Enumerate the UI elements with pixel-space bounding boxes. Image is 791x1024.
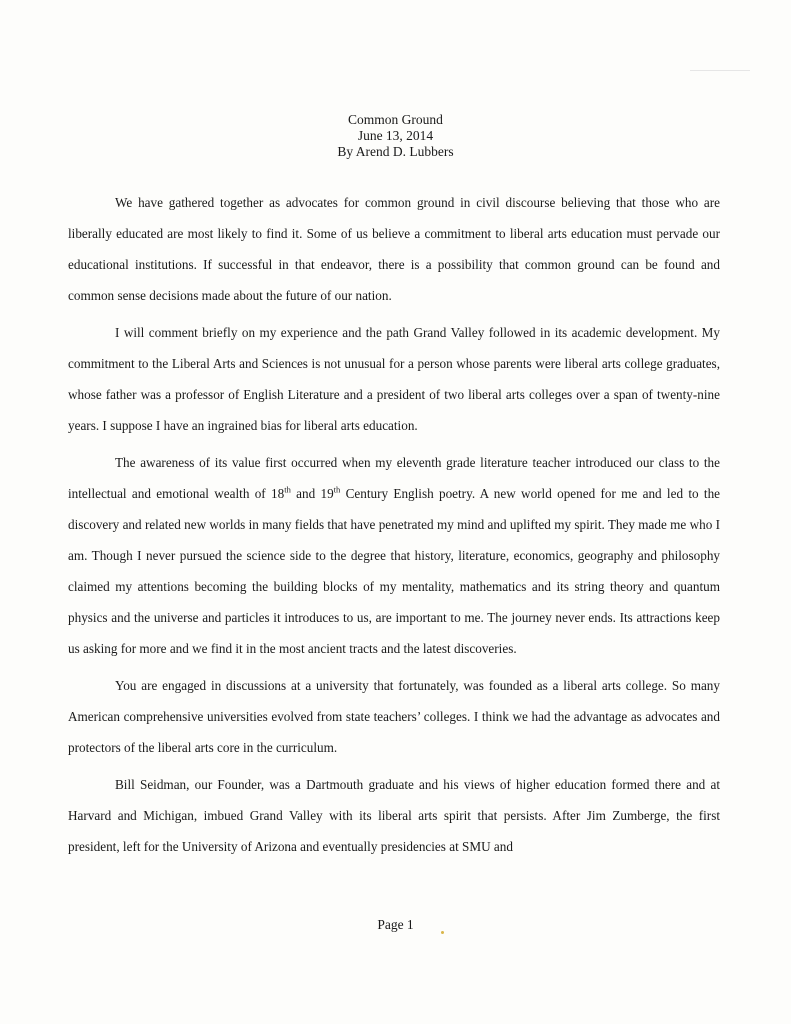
paragraph-5: Bill Seidman, our Founder, was a Dartmouth graduate and his views of higher education formed there and at Harvard and Michigan, imbued Grand Valley with its liberal arts spirit that persists. After Jim Zumberge, the first president, left for the University of Arizona and eventually presidencies at SMU and [68, 777, 720, 854]
document-author: By Arend D. Lubbers [337, 144, 454, 159]
document-header [0, 112, 791, 160]
document-date: June 13, 2014 [357, 128, 434, 143]
paragraph-3 [68, 447, 720, 664]
page-number: Page 1 [377, 917, 414, 932]
paragraph-2: I will comment briefly on my experience and the path Grand Valley followed in its academic development. My commitment to the Liberal Arts and Sciences is not unusual for a person whose parents were liberal arts college graduates, whose father was a professor of English Literature and a president of two liberal arts colleges over a span of twenty-nine years. I suppose I have an ingrained bias for liberal arts education. [68, 325, 720, 433]
paragraph-1: We have gathered together as advocates for common ground in civil discourse believing that those who are liberally educated are most likely to find it. Some of us believe a commitment to liberal arts education must pervade our educational institutions. If successful in that endeavor, there is a possibility that common ground can be found and common sense decisions made about the future of our nation. [68, 195, 720, 303]
paragraph-3-ordinal-1: th [284, 484, 291, 495]
paragraph-3-ordinal-2: th [333, 484, 341, 495]
paragraph-4: You are engaged in discussions at a university that fortunately, was founded as a liberal arts college. So many American comprehensive universities evolved from state teachers’ colleges. I think we had the advantage as advocates and protectors of the liberal arts core in the curriculum. [68, 678, 720, 755]
scan-artifact-speck [441, 931, 444, 934]
document-body [68, 187, 720, 868]
scan-artifact-line [690, 70, 750, 71]
paragraph-3-part-3: Century English poetry. A new world opened for me and led to the discovery and related new worlds in many fields that have penetrated my mind and uplifted my spirit. They made me who I am. Though I never pursued the science side to the degree that history, literature, economics, geography and philosophy claimed my attentions becoming the building blocks of my mentality, mathematics and its string theory and quantum physics and the universe and particles it introduces to us, are important to me. The journey never ends. Its attractions keep us asking for more and we find it in the most ancient tracts and the latest discoveries. [68, 486, 721, 656]
paragraph-3-part-1: The awareness of its value first occurred when my eleventh grade literature teacher introduced our class to the intellectual and emotional wealth of 18 [68, 455, 720, 501]
paragraph-3-part-2: and 19 [290, 486, 334, 501]
document-title: Common Ground [348, 112, 443, 127]
